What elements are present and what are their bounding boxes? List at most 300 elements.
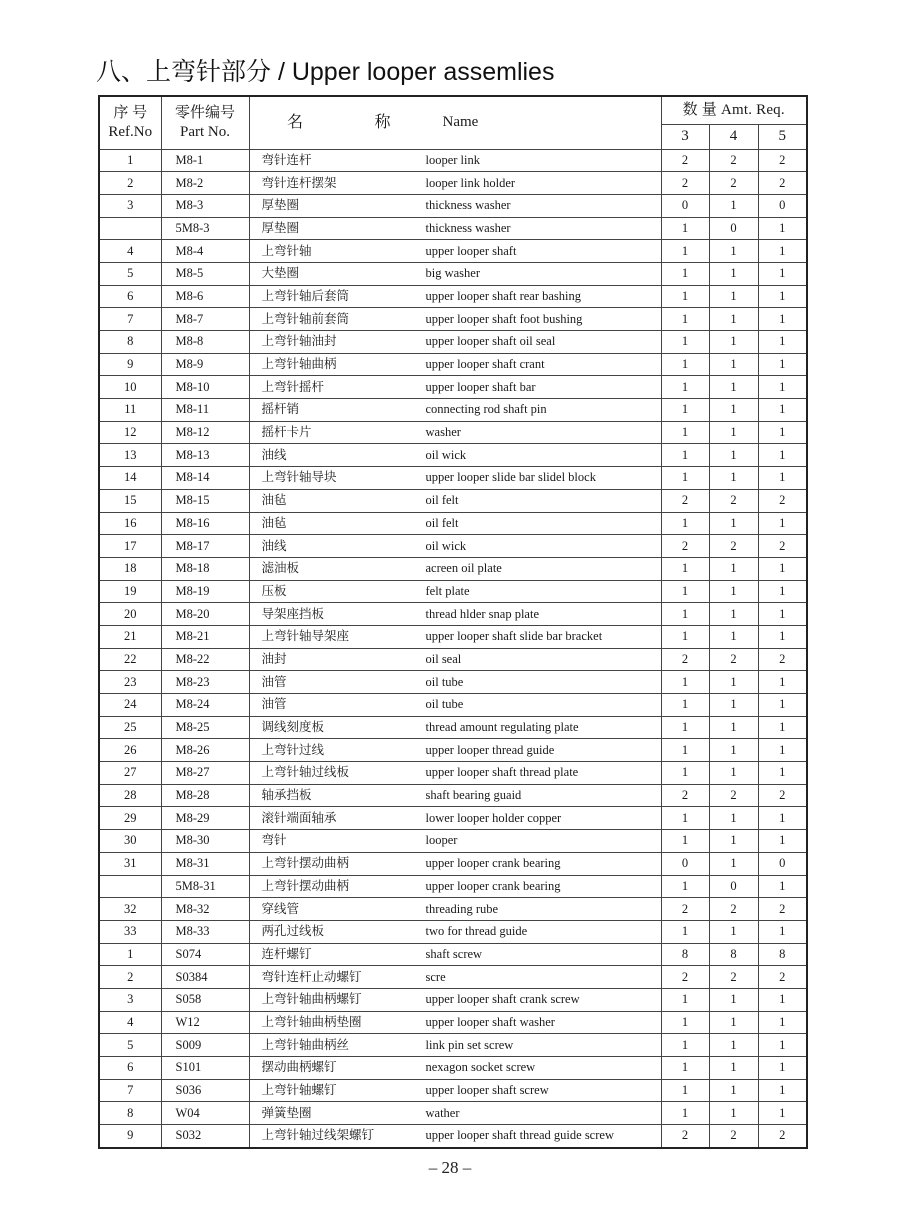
qty-3-cell: 1: [661, 1102, 709, 1125]
qty-5-cell: 1: [758, 331, 807, 354]
qty-4-cell: 1: [709, 308, 758, 331]
ref-no-cell: 5: [99, 262, 161, 285]
name-cn: 上弯针轴油封: [261, 334, 337, 349]
name-cell: [249, 1034, 661, 1057]
name-cn: 滤油板: [261, 561, 300, 576]
name-en: upper looper shaft screw: [425, 1083, 549, 1098]
page-number: – 28 –: [428, 1158, 472, 1177]
header-ref-cn: 序 号: [113, 104, 148, 121]
name-cn: 摇杆卡片: [261, 425, 312, 440]
part-no-cell: 5M8-31: [161, 875, 249, 898]
part-no-cell: M8-8: [161, 331, 249, 354]
qty-3-cell: 1: [661, 376, 709, 399]
qty-4-cell: 2: [709, 648, 758, 671]
qty-4-cell: 2: [709, 966, 758, 989]
qty-3-cell: 1: [661, 353, 709, 376]
qty-5-cell: 1: [758, 1011, 807, 1034]
qty-3-cell: 1: [661, 830, 709, 853]
name-en: wather: [425, 1105, 460, 1120]
table-row: [99, 966, 807, 989]
part-no-cell: S058: [161, 988, 249, 1011]
name-en: upper looper shaft washer: [425, 1014, 555, 1029]
part-no-cell: M8-14: [161, 467, 249, 490]
qty-3-cell: 1: [661, 580, 709, 603]
qty-5-cell: 2: [758, 648, 807, 671]
name-cn: 摆动曲柄螺钉: [261, 1060, 337, 1075]
table-row: [99, 580, 807, 603]
qty-3-cell: 1: [661, 1057, 709, 1080]
qty-5-cell: 1: [758, 875, 807, 898]
name-en: thread hlder snap plate: [425, 606, 539, 621]
name-en: link pin set screw: [425, 1037, 514, 1052]
qty-5-cell: 1: [758, 399, 807, 422]
header-part-cn: 零件编号: [174, 104, 235, 121]
qty-4-cell: 1: [709, 376, 758, 399]
qty-5-cell: 1: [758, 694, 807, 717]
qty-4-cell: 1: [709, 920, 758, 943]
name-cn: 厚垫圈: [261, 220, 300, 235]
name-cell: [249, 784, 661, 807]
qty-3-cell: 1: [661, 285, 709, 308]
qty-3-cell: 8: [661, 943, 709, 966]
name-cn: 上弯针摆动曲柄: [261, 878, 350, 893]
part-no-cell: M8-28: [161, 784, 249, 807]
header-qty-4: 4: [709, 124, 758, 149]
qty-5-cell: 8: [758, 943, 807, 966]
part-no-cell: M8-16: [161, 512, 249, 535]
qty-5-cell: 1: [758, 467, 807, 490]
ref-no-cell: 2: [99, 172, 161, 195]
part-no-cell: M8-26: [161, 739, 249, 762]
ref-no-cell: [99, 875, 161, 898]
ref-no-cell: 4: [99, 1011, 161, 1034]
qty-5-cell: 2: [758, 898, 807, 921]
ref-no-cell: 16: [99, 512, 161, 535]
part-no-cell: M8-1: [161, 149, 249, 172]
name-cell: [249, 1102, 661, 1125]
qty-3-cell: 1: [661, 694, 709, 717]
ref-no-cell: 4: [99, 240, 161, 263]
qty-4-cell: 1: [709, 988, 758, 1011]
ref-no-cell: 32: [99, 898, 161, 921]
qty-4-cell: 1: [709, 739, 758, 762]
table-row: [99, 194, 807, 217]
ref-no-cell: 15: [99, 489, 161, 512]
table-row: [99, 376, 807, 399]
table-row: [99, 694, 807, 717]
name-cell: [249, 625, 661, 648]
name-cell: [249, 149, 661, 172]
qty-5-cell: 1: [758, 739, 807, 762]
name-en: acreen oil plate: [425, 561, 502, 576]
part-no-cell: M8-9: [161, 353, 249, 376]
qty-3-cell: 1: [661, 399, 709, 422]
part-no-cell: S101: [161, 1057, 249, 1080]
header-name: [249, 96, 661, 149]
qty-3-cell: 1: [661, 1034, 709, 1057]
table-row: [99, 1034, 807, 1057]
table-row: [99, 308, 807, 331]
name-cell: [249, 830, 661, 853]
name-cn: 上弯针摇杆: [261, 379, 325, 394]
qty-5-cell: 1: [758, 603, 807, 626]
ref-no-cell: 13: [99, 444, 161, 467]
name-en: nexagon socket screw: [425, 1060, 536, 1075]
header-name-cn-1: 名: [286, 114, 303, 132]
name-en: upper looper thread guide: [425, 742, 555, 757]
name-cell: [249, 875, 661, 898]
part-no-cell: S036: [161, 1079, 249, 1102]
name-cell: [249, 739, 661, 762]
qty-5-cell: 1: [758, 421, 807, 444]
name-cell: [249, 444, 661, 467]
qty-4-cell: 1: [709, 240, 758, 263]
name-en: upper looper shaft: [425, 243, 517, 258]
name-cn: 弯针连杆: [261, 152, 312, 167]
table-row: [99, 172, 807, 195]
qty-4-cell: 0: [709, 217, 758, 240]
name-en: shaft bearing guaid: [425, 788, 522, 803]
name-cn: 上弯针轴曲柄丝: [261, 1037, 350, 1052]
part-no-cell: M8-11: [161, 399, 249, 422]
ref-no-cell: 23: [99, 671, 161, 694]
qty-4-cell: 1: [709, 1102, 758, 1125]
parts-table: [98, 95, 808, 1149]
name-en: oil felt: [425, 493, 459, 508]
part-no-cell: M8-25: [161, 716, 249, 739]
qty-3-cell: 1: [661, 1011, 709, 1034]
qty-5-cell: 1: [758, 1034, 807, 1057]
qty-5-cell: 1: [758, 1079, 807, 1102]
qty-4-cell: 1: [709, 353, 758, 376]
table-row: [99, 898, 807, 921]
name-cell: [249, 376, 661, 399]
name-cell: [249, 421, 661, 444]
part-no-cell: 5M8-3: [161, 217, 249, 240]
name-en: upper looper shaft thread plate: [425, 765, 579, 780]
qty-5-cell: 1: [758, 285, 807, 308]
header-qty: 数 量 Amt. Req.: [661, 96, 807, 124]
table-row: [99, 943, 807, 966]
qty-3-cell: 2: [661, 784, 709, 807]
name-cell: [249, 489, 661, 512]
page-title: 八、上弯针部分 / Upper looper assemlies: [96, 58, 555, 86]
name-en: felt plate: [425, 583, 470, 598]
name-cn: 上弯针轴曲柄螺钉: [261, 992, 362, 1007]
name-cell: [249, 331, 661, 354]
name-cn: 上弯针轴曲柄: [261, 357, 337, 372]
qty-3-cell: 1: [661, 988, 709, 1011]
ref-no-cell: 8: [99, 1102, 161, 1125]
qty-5-cell: 1: [758, 262, 807, 285]
qty-5-cell: 1: [758, 376, 807, 399]
name-cn: 摇杆销: [261, 402, 300, 417]
name-en: oil seal: [425, 651, 462, 666]
name-cn: 上弯针轴前套筒: [261, 311, 350, 326]
part-no-cell: M8-22: [161, 648, 249, 671]
qty-3-cell: 1: [661, 671, 709, 694]
name-en: upper looper shaft thread guide screw: [425, 1128, 614, 1143]
ref-no-cell: 27: [99, 762, 161, 785]
ref-no-cell: 5: [99, 1034, 161, 1057]
part-no-cell: S009: [161, 1034, 249, 1057]
qty-4-cell: 1: [709, 557, 758, 580]
ref-no-cell: 7: [99, 1079, 161, 1102]
qty-5-cell: 1: [758, 353, 807, 376]
qty-3-cell: 1: [661, 625, 709, 648]
table-row: [99, 240, 807, 263]
name-en: oil wick: [425, 447, 467, 462]
qty-3-cell: 1: [661, 920, 709, 943]
name-en: upper looper crank bearing: [425, 856, 561, 871]
ref-no-cell: 14: [99, 467, 161, 490]
name-en: thickness washer: [425, 198, 511, 213]
name-cell: [249, 1079, 661, 1102]
qty-5-cell: 1: [758, 762, 807, 785]
name-cell: [249, 172, 661, 195]
qty-4-cell: 1: [709, 512, 758, 535]
qty-4-cell: 1: [709, 852, 758, 875]
qty-4-cell: 2: [709, 1125, 758, 1148]
name-cn: 上弯针轴螺钉: [261, 1083, 337, 1098]
name-cell: [249, 194, 661, 217]
table-row: [99, 603, 807, 626]
name-cn: 导架座挡板: [261, 606, 325, 621]
ref-no-cell: 26: [99, 739, 161, 762]
qty-3-cell: 2: [661, 648, 709, 671]
qty-5-cell: 2: [758, 172, 807, 195]
ref-no-cell: 3: [99, 194, 161, 217]
table-row: [99, 1079, 807, 1102]
ref-no-cell: 1: [99, 149, 161, 172]
part-no-cell: M8-18: [161, 557, 249, 580]
qty-4-cell: 1: [709, 399, 758, 422]
name-cell: [249, 762, 661, 785]
qty-3-cell: 1: [661, 557, 709, 580]
ref-no-cell: 25: [99, 716, 161, 739]
ref-no-cell: 31: [99, 852, 161, 875]
name-en: looper link holder: [425, 175, 516, 190]
table-row: [99, 920, 807, 943]
name-cn: 油管: [261, 697, 287, 712]
part-no-cell: M8-17: [161, 535, 249, 558]
name-en: oil tube: [425, 674, 464, 689]
table-row: [99, 625, 807, 648]
name-cell: [249, 1011, 661, 1034]
name-cell: [249, 262, 661, 285]
name-en: two for thread guide: [425, 924, 528, 939]
part-no-cell: M8-21: [161, 625, 249, 648]
name-en: oil felt: [425, 515, 459, 530]
qty-4-cell: 0: [709, 875, 758, 898]
name-cn: 穿线管: [261, 901, 300, 916]
name-en: big washer: [425, 266, 480, 281]
table-row: [99, 217, 807, 240]
name-cn: 上弯针轴过线架螺钉: [261, 1128, 375, 1143]
name-cell: [249, 557, 661, 580]
name-en: threading rube: [425, 901, 499, 916]
part-no-cell: M8-5: [161, 262, 249, 285]
name-en: upper looper shaft foot bushing: [425, 311, 583, 326]
qty-4-cell: 1: [709, 331, 758, 354]
name-en: upper looper shaft bar: [425, 379, 536, 394]
ref-no-cell: 12: [99, 421, 161, 444]
name-cn: 上弯针轴: [261, 243, 312, 258]
name-en: upper looper slide bar slidel block: [425, 470, 596, 485]
qty-3-cell: 1: [661, 1079, 709, 1102]
qty-4-cell: 2: [709, 172, 758, 195]
qty-5-cell: 1: [758, 512, 807, 535]
name-cn: 上弯针轴导块: [261, 470, 337, 485]
qty-4-cell: 1: [709, 603, 758, 626]
table-row: [99, 648, 807, 671]
qty-4-cell: 2: [709, 898, 758, 921]
qty-5-cell: 2: [758, 535, 807, 558]
table-row: [99, 421, 807, 444]
qty-5-cell: 1: [758, 1057, 807, 1080]
name-cell: [249, 988, 661, 1011]
part-no-cell: M8-15: [161, 489, 249, 512]
table-row: [99, 353, 807, 376]
name-cell: [249, 1125, 661, 1148]
ref-no-cell: 19: [99, 580, 161, 603]
name-en: looper link: [425, 152, 481, 167]
qty-4-cell: 1: [709, 694, 758, 717]
part-no-cell: M8-10: [161, 376, 249, 399]
name-cell: [249, 671, 661, 694]
ref-no-cell: 9: [99, 353, 161, 376]
ref-no-cell: 18: [99, 557, 161, 580]
qty-5-cell: 1: [758, 920, 807, 943]
qty-4-cell: 1: [709, 807, 758, 830]
part-no-cell: M8-2: [161, 172, 249, 195]
part-no-cell: M8-7: [161, 308, 249, 331]
part-no-cell: M8-33: [161, 920, 249, 943]
qty-3-cell: 1: [661, 807, 709, 830]
name-en: oil tube: [425, 697, 464, 712]
table-row: [99, 671, 807, 694]
table-row: [99, 875, 807, 898]
qty-3-cell: 2: [661, 1125, 709, 1148]
part-no-cell: M8-31: [161, 852, 249, 875]
ref-no-cell: 20: [99, 603, 161, 626]
qty-4-cell: 2: [709, 149, 758, 172]
name-en: thread amount regulating plate: [425, 720, 579, 735]
table-row: [99, 852, 807, 875]
qty-4-cell: 1: [709, 1034, 758, 1057]
qty-5-cell: 1: [758, 240, 807, 263]
qty-3-cell: 2: [661, 535, 709, 558]
table-row: [99, 331, 807, 354]
qty-4-cell: 1: [709, 444, 758, 467]
qty-3-cell: 1: [661, 308, 709, 331]
qty-4-cell: 2: [709, 535, 758, 558]
ref-no-cell: 21: [99, 625, 161, 648]
qty-5-cell: 1: [758, 625, 807, 648]
name-cell: [249, 694, 661, 717]
name-cn: 油管: [261, 674, 287, 689]
header-ref-no: [99, 96, 161, 149]
qty-4-cell: 1: [709, 262, 758, 285]
name-cn: 上弯针轴过线板: [261, 765, 350, 780]
table-row: [99, 739, 807, 762]
qty-3-cell: 1: [661, 739, 709, 762]
qty-3-cell: 1: [661, 217, 709, 240]
name-cn: 油线: [261, 538, 287, 553]
name-cell: [249, 716, 661, 739]
ref-no-cell: 1: [99, 943, 161, 966]
name-en: upper looper shaft rear bashing: [425, 288, 581, 303]
qty-5-cell: 1: [758, 1102, 807, 1125]
qty-5-cell: 1: [758, 444, 807, 467]
name-cn: 油毡: [261, 515, 287, 530]
name-cell: [249, 898, 661, 921]
name-cn: 压板: [261, 583, 287, 598]
qty-5-cell: 1: [758, 580, 807, 603]
name-cn: 油毡: [261, 493, 287, 508]
qty-3-cell: 1: [661, 716, 709, 739]
table-row: [99, 149, 807, 172]
qty-3-cell: 0: [661, 194, 709, 217]
ref-no-cell: 6: [99, 285, 161, 308]
qty-5-cell: 1: [758, 217, 807, 240]
name-cn: 弹簧垫圈: [261, 1105, 312, 1120]
name-cell: [249, 920, 661, 943]
table-row: [99, 262, 807, 285]
ref-no-cell: 11: [99, 399, 161, 422]
name-cn: 调线刻度板: [261, 720, 325, 735]
qty-5-cell: 1: [758, 557, 807, 580]
ref-no-cell: 8: [99, 331, 161, 354]
qty-3-cell: 2: [661, 172, 709, 195]
table-row: [99, 285, 807, 308]
qty-5-cell: 1: [758, 988, 807, 1011]
name-en: looper: [425, 833, 458, 848]
ref-no-cell: 7: [99, 308, 161, 331]
qty-5-cell: 1: [758, 830, 807, 853]
name-cn: 弯针连杆止动螺钉: [261, 969, 362, 984]
name-en: upper looper shaft slide bar bracket: [425, 629, 603, 644]
name-cell: [249, 535, 661, 558]
name-cell: [249, 217, 661, 240]
name-en: upper looper shaft crank screw: [425, 992, 580, 1007]
name-cell: [249, 240, 661, 263]
name-cn: 上弯针轴后套筒: [261, 288, 350, 303]
name-cn: 上弯针摆动曲柄: [261, 856, 350, 871]
qty-3-cell: 0: [661, 852, 709, 875]
part-no-cell: M8-20: [161, 603, 249, 626]
name-cn: 弯针: [261, 833, 287, 848]
name-cell: [249, 353, 661, 376]
qty-4-cell: 1: [709, 762, 758, 785]
part-no-cell: M8-13: [161, 444, 249, 467]
qty-3-cell: 1: [661, 762, 709, 785]
qty-3-cell: 1: [661, 512, 709, 535]
ref-no-cell: 6: [99, 1057, 161, 1080]
part-no-cell: W04: [161, 1102, 249, 1125]
part-no-cell: M8-27: [161, 762, 249, 785]
qty-4-cell: 1: [709, 580, 758, 603]
ref-no-cell: 17: [99, 535, 161, 558]
name-cell: [249, 603, 661, 626]
name-en: oil wick: [425, 538, 467, 553]
name-cell: [249, 467, 661, 490]
ref-no-cell: 9: [99, 1125, 161, 1148]
header-name-cn-2: 称: [374, 114, 391, 132]
name-cell: [249, 852, 661, 875]
qty-4-cell: 1: [709, 1057, 758, 1080]
name-en: washer: [425, 425, 461, 440]
